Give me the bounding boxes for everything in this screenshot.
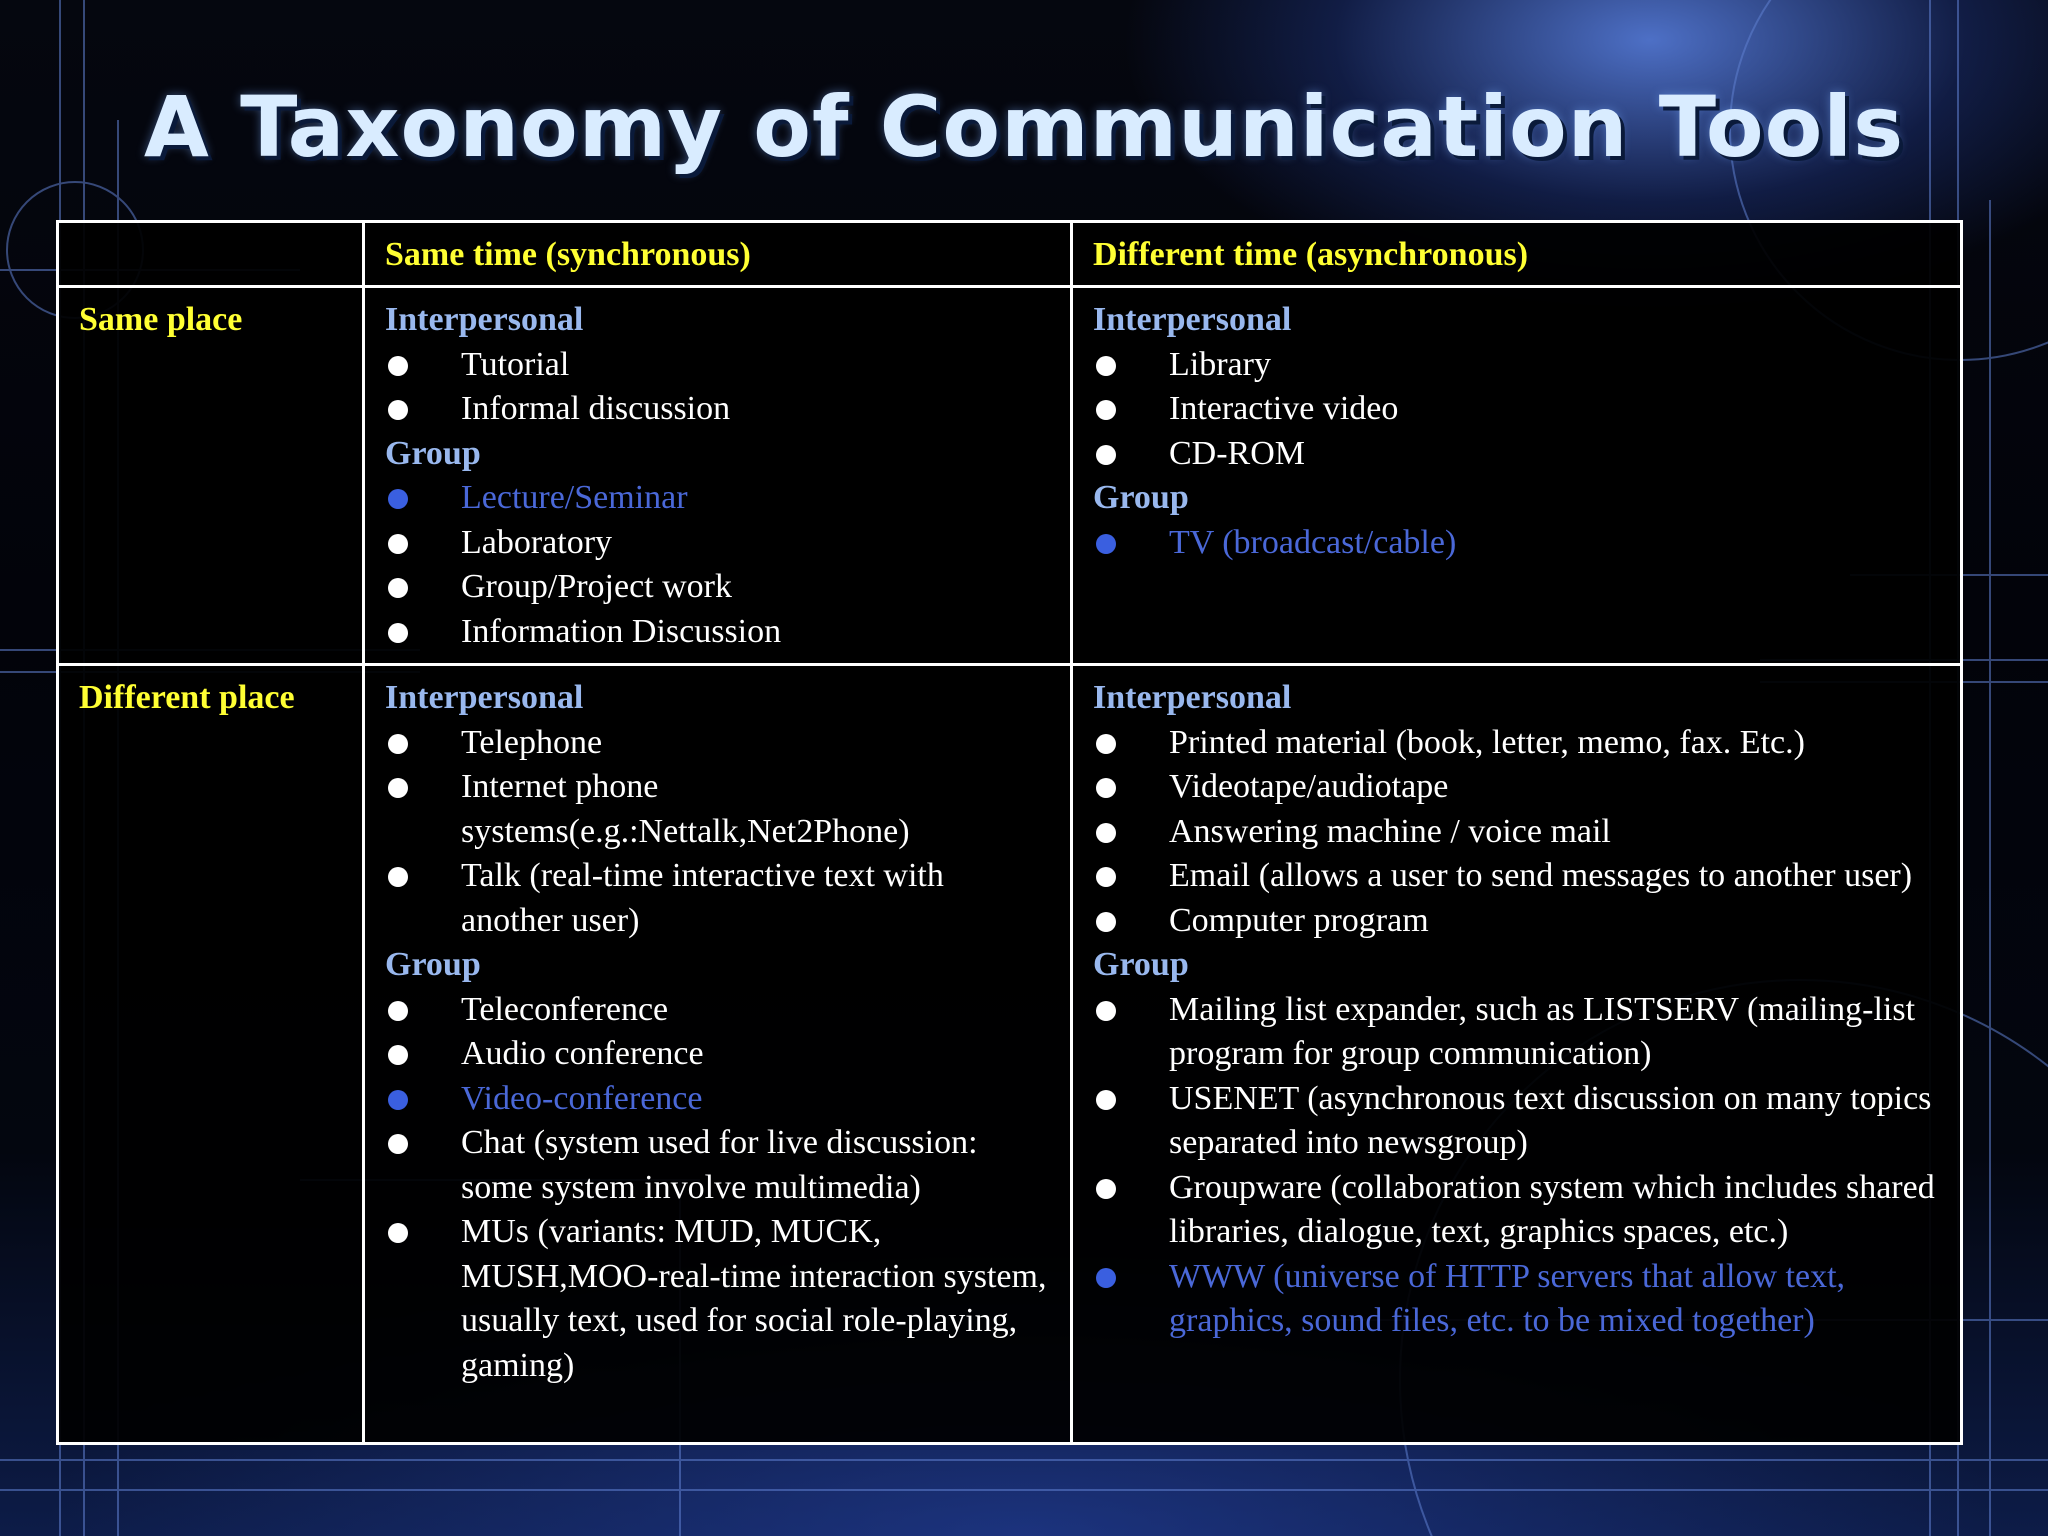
list-item: Teleconference [385,988,1050,1033]
list-item: Mailing list expander, such as LISTSERV (mailing-list program for group communication) [1093,988,1940,1077]
row-same-place [58,287,1962,665]
category-label: Interpersonal [385,679,584,716]
list-item-highlighted: Lecture/Seminar [385,476,1050,521]
item-list [1093,521,1940,566]
column-header-synchronous [364,222,1072,287]
list-item: Internet phone systems(e.g.:Nettalk,Net2Phone) [385,765,1050,854]
list-item: Answering machine / voice mail [1093,810,1940,855]
list-item: Telephone [385,721,1050,766]
category-label: Interpersonal [1093,679,1292,716]
item-list [1093,343,1940,477]
list-item: Computer program [1093,899,1940,944]
list-item: Library [1093,343,1940,388]
item-list [385,476,1050,654]
list-item: Audio conference [385,1032,1050,1077]
row-header-different-place [58,665,364,1444]
list-item: Email (allows a user to send messages to another user) [1093,854,1940,899]
header-row [58,222,1962,287]
list-item: CD-ROM [1093,432,1940,477]
category-label: Interpersonal [385,301,584,338]
list-item-highlighted: WWW (universe of HTTP servers that allow text, graphics, sound files, etc. to be mixed together) [1093,1255,1940,1344]
list-item: Printed material (book, letter, memo, fax. Etc.) [1093,721,1940,766]
row-header-label: Same place [79,301,243,338]
list-item: Laboratory [385,521,1050,566]
list-item: USENET (asynchronous text discussion on many topics separated into newsgroup) [1093,1077,1940,1166]
list-item: Chat (system used for live discussion: some system involve multimedia) [385,1121,1050,1210]
item-list [385,988,1050,1389]
row-header-same-place [58,287,364,665]
taxonomy-table [56,220,1963,1445]
category-label: Group [385,434,481,472]
item-list [1093,988,1940,1344]
column-header-label: Different time (asynchronous) [1093,236,1529,273]
list-item: MUs (variants: MUD, MUCK, MUSH,MOO-real-time interaction system, usually text, used for social role-playing, gaming) [385,1210,1050,1388]
list-item: Talk (real-time interactive text with another user) [385,854,1050,943]
slide-title: A Taxonomy of Communication Tools [143,78,1905,176]
column-header-asynchronous [1072,222,1962,287]
column-header-label: Same time (synchronous) [385,236,751,273]
category-label: Interpersonal [1093,301,1292,338]
row-different-place [58,665,1962,1444]
row-header-label: Different place [79,679,295,716]
category-label: Group [1093,946,1189,983]
list-item: Information Discussion [385,610,1050,655]
list-item: Interactive video [1093,387,1940,432]
category-label: Group [385,946,481,983]
cell-same-place-synchronous [364,287,1072,665]
item-list [385,721,1050,944]
item-list [1093,721,1940,944]
list-item: Groupware (collaboration system which includes shared libraries, dialogue, text, graphics spaces, etc.) [1093,1166,1940,1255]
cell-same-place-asynchronous [1072,287,1962,665]
list-item: Informal discussion [385,387,1050,432]
list-item: Videotape/audiotape [1093,765,1940,810]
list-item-highlighted: TV (broadcast/cable) [1093,521,1940,566]
cell-different-place-asynchronous [1072,665,1962,1444]
list-item: Group/Project work [385,565,1050,610]
list-item: Tutorial [385,343,1050,388]
cell-different-place-synchronous [364,665,1072,1444]
item-list [385,343,1050,432]
list-item-highlighted: Video-conference [385,1077,1050,1122]
corner-cell [58,222,364,287]
category-label: Group [1093,479,1189,516]
